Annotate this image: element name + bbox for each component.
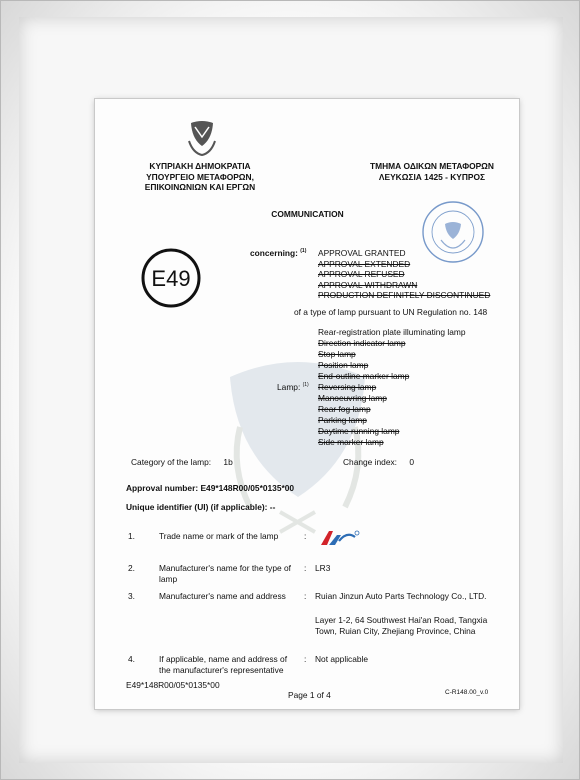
header-right xyxy=(367,161,497,182)
unique-identifier: Unique identifier (UI) (if applicable): -- xyxy=(126,502,276,512)
lamp-item: Manoeuvring lamp xyxy=(318,393,387,403)
row-colon: : xyxy=(304,563,307,573)
concerning-label xyxy=(250,248,306,259)
lamp-item: Position lamp xyxy=(318,360,369,370)
category-field xyxy=(131,457,233,468)
row-value: Not applicable xyxy=(315,654,369,664)
concerning-item: APPROVAL GRANTED xyxy=(318,248,406,258)
row-label: Trade name or mark of the lamp xyxy=(159,531,279,541)
frame-mat xyxy=(19,17,563,763)
lamp-item: Rear fog lamp xyxy=(318,404,371,414)
row-label: If applicable, name and address of the manufacturer's representative xyxy=(159,654,288,675)
lamp-item: Reversing lamp xyxy=(318,382,377,392)
lamp-item: Stop lamp xyxy=(318,349,356,359)
coat-of-arms-icon xyxy=(183,119,221,159)
header-left-line: ΥΠΟΥΡΓΕΙΟ ΜΕΤΑΦΟΡΩΝ, xyxy=(146,171,254,182)
footer-reference: E49*148R00/05*0135*00 xyxy=(126,680,220,690)
header-left-line: ΚΥΠΡΙΑΚΗ ΔΗΜΟΚΡΑΤΙΑ xyxy=(149,161,251,171)
certificate-page xyxy=(95,99,519,709)
row-value-address: Layer 1-2, 64 Southwest Hai'an Road, Tangxia Town, Ruian City, Zhejiang Province, China xyxy=(315,615,488,636)
regulation-line: of a type of lamp pursuant to UN Regulation no. 148 xyxy=(294,307,488,317)
row-value: Ruian Jinzun Auto Parts Technology Co., LTD. xyxy=(315,591,487,601)
lamp-item: End-outline marker lamp xyxy=(318,371,410,381)
category-label: Category of the lamp: xyxy=(131,457,212,467)
concerning-list xyxy=(318,248,490,301)
lamp-label-text: Lamp: xyxy=(277,382,301,392)
row-number: 1. xyxy=(128,531,135,541)
lamp-item: Direction indicator lamp xyxy=(318,338,406,348)
lamp-list xyxy=(318,327,466,448)
row-value: LR3 xyxy=(315,563,331,573)
footnote-marker: (1) xyxy=(302,382,309,389)
e-mark-text: E49 xyxy=(151,266,191,291)
lamp-label xyxy=(277,382,309,393)
row-number: 3. xyxy=(128,591,135,601)
e-approval-mark xyxy=(141,248,201,308)
row-colon: : xyxy=(304,654,307,664)
approval-number: Approval number: E49*148R00/05*0135*00 xyxy=(126,483,295,493)
change-index-label: Change index: xyxy=(343,457,398,467)
header-left xyxy=(140,161,260,193)
lamp-item: Parking lamp xyxy=(318,415,367,425)
change-index-value: 0 xyxy=(409,457,415,467)
row-number: 2. xyxy=(128,563,135,573)
concerning-label-text: concerning: xyxy=(250,248,298,258)
row-colon: : xyxy=(304,591,307,601)
page-number: Page 1 of 4 xyxy=(288,690,331,700)
lamp-item: Side marker lamp xyxy=(318,437,384,447)
document-title: COMMUNICATION xyxy=(271,209,344,219)
row-number: 4. xyxy=(128,654,135,664)
lamp-item: Daytime running lamp xyxy=(318,426,400,436)
row-colon: : xyxy=(304,531,307,541)
concerning-item: APPROVAL EXTENDED xyxy=(318,258,411,269)
change-index-field xyxy=(343,457,414,468)
form-code: C-R148.00_v.0 xyxy=(445,689,489,696)
row-label: Manufacturer's name for the type of lamp xyxy=(159,563,291,584)
header-right-line: ΛΕΥΚΩΣΙΑ 1425 - ΚΥΠΡΟΣ xyxy=(378,171,486,182)
row-label: Manufacturer's name and address xyxy=(159,591,286,601)
lamp-item: Rear-registration plate illuminating lamp xyxy=(318,327,466,337)
concerning-item: APPROVAL WITHDRAWN xyxy=(318,279,418,290)
footnote-marker: (1) xyxy=(300,248,307,255)
concerning-item: PRODUCTION DEFINITELY DISCONTINUED xyxy=(318,290,491,300)
category-value: 1b xyxy=(223,457,233,467)
header-right-line: ΤΜΗΜΑ ΟΔΙΚΩΝ ΜΕΤΑΦΟΡΩΝ xyxy=(370,161,494,171)
concerning-item: APPROVAL REFUSED xyxy=(318,269,405,279)
header-left-line: ΕΠΙΚΟΙΝΩΝΙΩΝ ΚΑΙ ΕΡΓΩΝ xyxy=(144,182,256,192)
trade-mark-logo-icon xyxy=(319,529,361,547)
